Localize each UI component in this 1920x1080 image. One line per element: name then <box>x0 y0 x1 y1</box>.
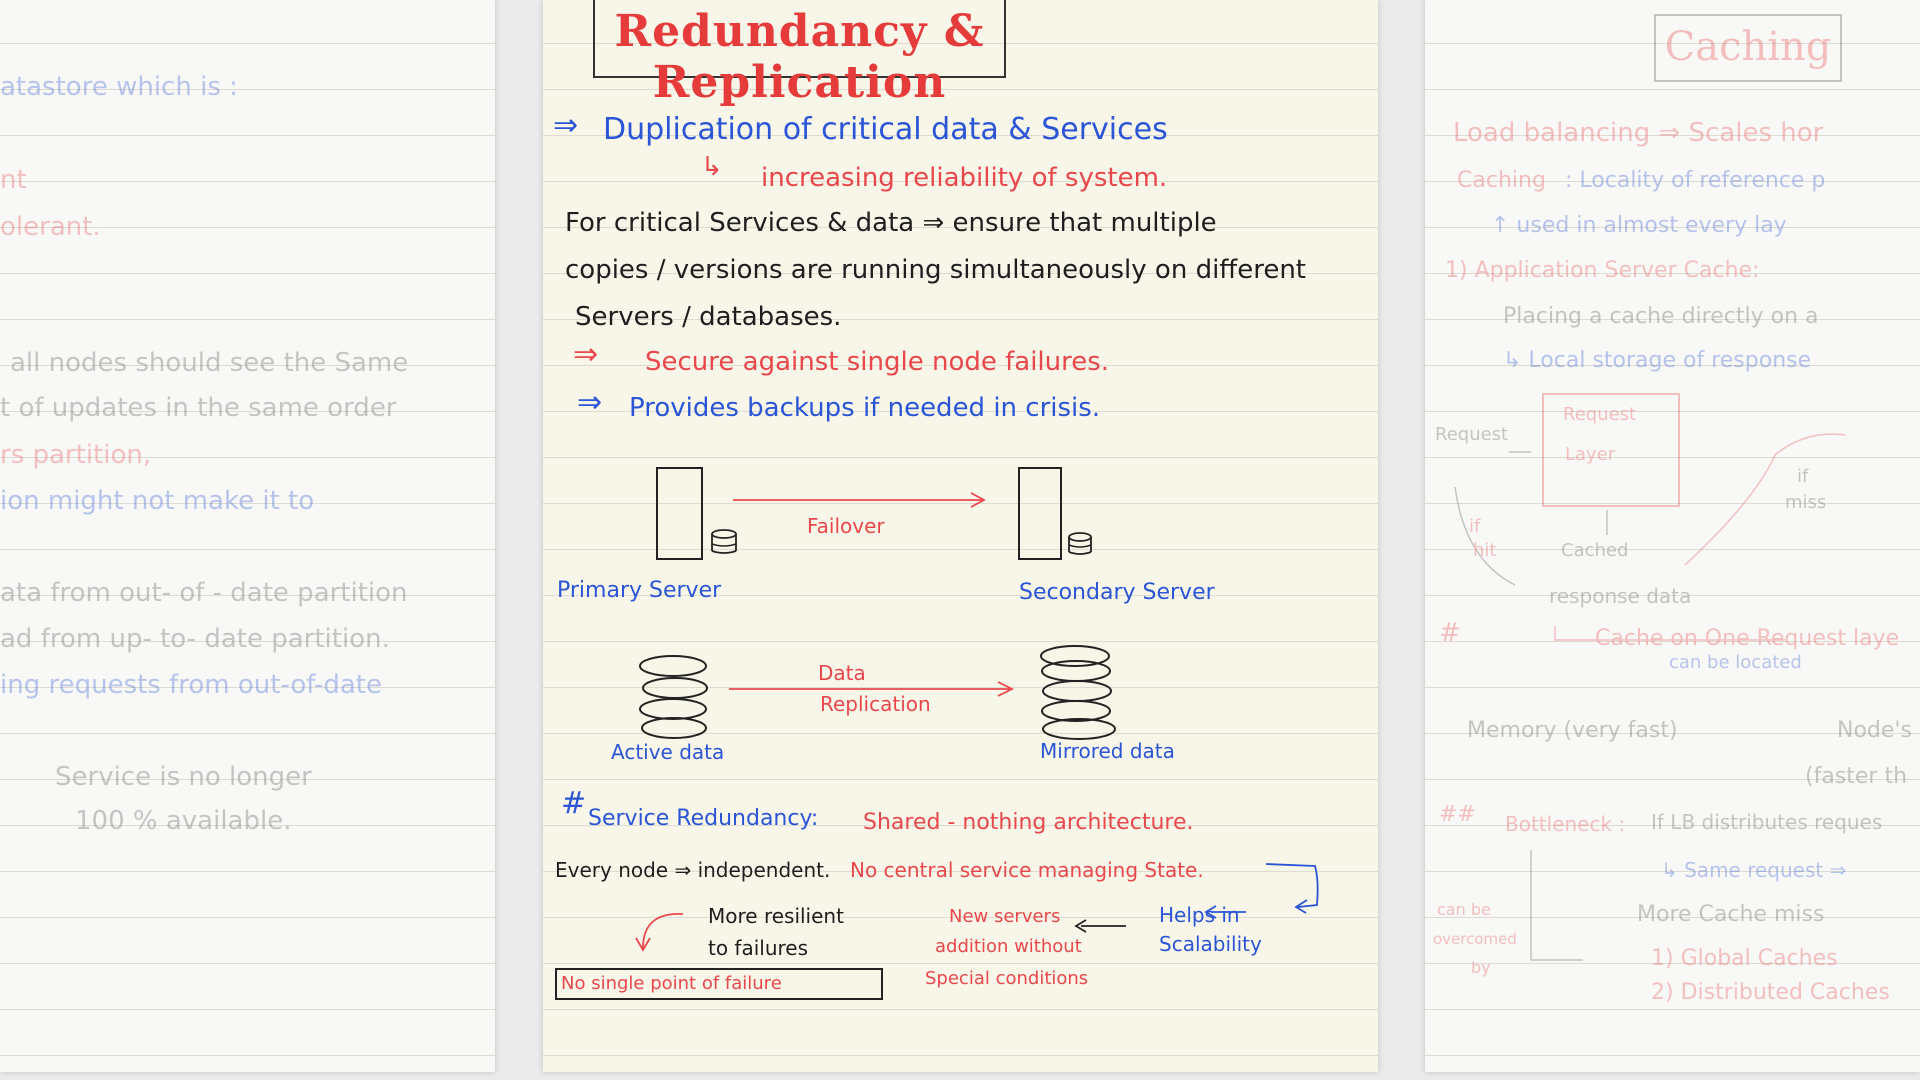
sub-arrow-icon: ↳ <box>701 152 723 182</box>
left-line: all nodes should see the Same <box>10 348 409 378</box>
right-notebook-page[interactable] <box>1425 0 1920 1072</box>
left-line: t of updates in the same order <box>0 393 397 423</box>
mirrored-data-label: Mirrored data <box>1040 739 1175 763</box>
right-line: # <box>1439 618 1461 648</box>
mirrored-data-stack-icon <box>1041 646 1115 739</box>
primary-server-icon <box>657 468 702 559</box>
helps-line-2: Scalability <box>1159 932 1262 956</box>
service-value: Shared - nothing architecture. <box>863 810 1194 835</box>
left-notebook-page[interactable] <box>0 0 495 1072</box>
caching-title: Caching <box>1664 24 1832 70</box>
primary-server-label: Primary Server <box>557 578 722 603</box>
right-line: if <box>1797 466 1809 487</box>
right-line: ↳ Local storage of response <box>1503 348 1812 373</box>
primary-db-icon <box>712 530 736 553</box>
left-line: ing requests from out-of-date <box>0 670 382 700</box>
right-line: Request <box>1563 404 1637 425</box>
para-line-3: Servers / databases. <box>575 302 842 332</box>
service-heading: Service Redundancy: <box>588 806 819 831</box>
right-line: by <box>1471 958 1491 977</box>
resilient-line-1: More resilient <box>708 904 844 928</box>
right-line: : Locality of reference p <box>1565 168 1826 193</box>
data-label: Data <box>818 661 866 685</box>
left-line: olerant. <box>0 212 101 242</box>
right-line: 1) Application Server Cache: <box>1445 258 1760 283</box>
right-line: hit <box>1473 540 1497 561</box>
right-line: Caching <box>1457 168 1546 193</box>
left-line: Service is no longer <box>55 762 312 792</box>
benefit-2: Provides backups if needed in crisis. <box>629 393 1101 423</box>
right-line: (faster th <box>1805 764 1908 789</box>
right-line: Placing a cache directly on a <box>1503 304 1819 329</box>
right-line: More Cache miss <box>1637 902 1825 927</box>
right-line: ↑ used in almost every lay <box>1491 213 1787 238</box>
left-line: ata from out- of - date partition <box>0 578 408 608</box>
node-line-black: Every node ⇒ independent. <box>555 858 831 882</box>
right-line: can be <box>1437 900 1491 919</box>
right-line: overcomed <box>1433 930 1517 948</box>
secondary-server-label: Secondary Server <box>1019 580 1215 605</box>
right-line: Bottleneck : <box>1505 812 1626 836</box>
right-line: Memory (very fast) <box>1467 718 1678 743</box>
secondary-server-icon <box>1019 468 1061 559</box>
para-line-1: For critical Services & data ⇒ ensure that multiple <box>565 208 1217 238</box>
right-line: Cache on One Request laye <box>1595 626 1900 651</box>
right-line: response data <box>1549 584 1692 608</box>
left-line: 100 % available. <box>75 806 292 836</box>
no-single-point-text: No single point of failure <box>561 973 782 994</box>
right-line: can be located <box>1669 652 1802 673</box>
arrow-icon: ⇒ <box>573 337 599 372</box>
right-line: Load balancing ⇒ Scales hor <box>1453 118 1824 148</box>
left-line: atastore which is : <box>0 72 238 102</box>
right-line: miss <box>1785 492 1827 513</box>
center-notebook-page[interactable] <box>543 0 1378 1072</box>
right-line: Cached <box>1561 540 1629 561</box>
no-single-point-box <box>555 968 883 1000</box>
page-title: Redundancy & Replication <box>614 6 985 108</box>
resilient-line-2: to failures <box>708 936 809 960</box>
right-line: Node's <box>1837 718 1912 743</box>
intro-heading: Duplication of critical data & Services <box>603 112 1168 147</box>
left-line: ion might not make it to <box>0 486 315 516</box>
replication-label: Replication <box>820 692 931 716</box>
right-line: ↳ Same request ⇒ <box>1661 858 1847 882</box>
intro-sub: increasing reliability of system. <box>761 163 1168 193</box>
right-line: Layer <box>1565 444 1616 465</box>
left-line: ad from up- to- date partition. <box>0 624 390 654</box>
active-data-stack-icon <box>640 656 707 738</box>
right-line: 2) Distributed Caches <box>1651 980 1890 1005</box>
right-line: Request <box>1435 424 1509 445</box>
arrow-icon: ⇒ <box>553 108 579 143</box>
benefit-1: Secure against single node failures. <box>645 347 1110 377</box>
left-line: nt <box>0 165 27 195</box>
right-line: if <box>1469 516 1481 537</box>
new-servers-line-2: addition without <box>935 936 1082 957</box>
bracket-arrow <box>1266 864 1318 907</box>
node-line-red: No central service managing State. <box>850 858 1204 882</box>
right-line: 1) Global Caches <box>1651 946 1838 971</box>
new-servers-line-1: New servers <box>949 906 1061 927</box>
new-servers-line-3: Special conditions <box>925 968 1089 989</box>
left-line: rs partition, <box>0 440 152 470</box>
active-data-label: Active data <box>611 740 725 764</box>
helps-line-1: Helps in <box>1159 903 1240 927</box>
right-line: If LB distributes reques <box>1651 810 1883 834</box>
hash-icon: # <box>561 786 587 821</box>
right-line: ## <box>1439 802 1476 827</box>
para-line-2: copies / versions are running simultaneously on different <box>565 255 1306 285</box>
secondary-db-icon <box>1069 533 1091 554</box>
arrow-icon: ⇒ <box>577 385 603 420</box>
failover-label: Failover <box>807 514 885 538</box>
curved-down-arrow <box>643 914 683 948</box>
